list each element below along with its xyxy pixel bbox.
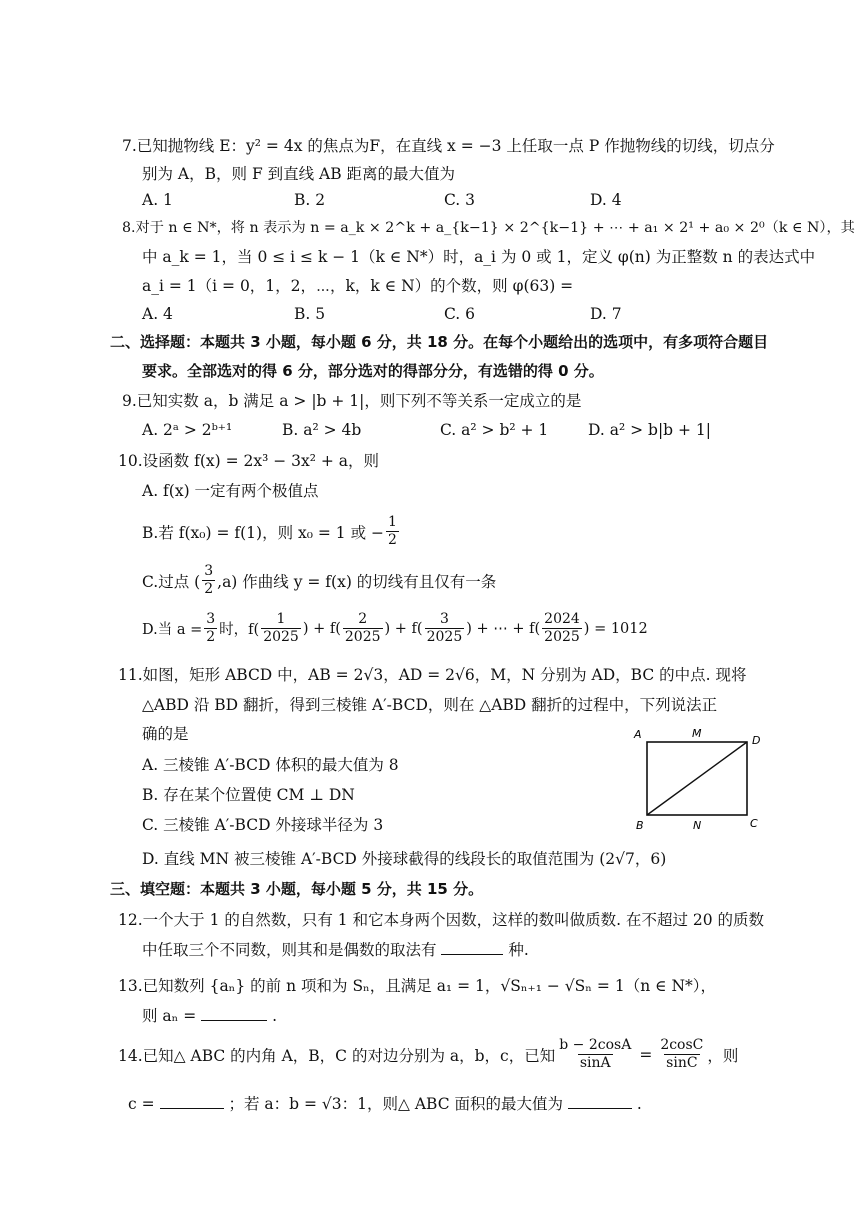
q10-option-c-text: C.过点 (: [142, 572, 201, 591]
section2-heading-line2: 要求。全部选对的得 6 分，部分选对的得部分分，有选错的得 0 分。: [142, 362, 604, 380]
q10-option-d: [142, 611, 648, 646]
diagonal-bd: [647, 742, 747, 815]
q11-stem-line1: 11.如图，矩形 ABCD 中，AB = 2√3，AD = 2√6，M，N 分别为 AD，BC 的中点. 现将: [118, 666, 747, 684]
q10-option-d-fraction-1: [261, 611, 301, 646]
q10-option-d-text: ) + f(: [302, 620, 341, 637]
fraction-denominator: 2025: [426, 629, 463, 645]
fraction-denominator: sinC: [666, 1055, 698, 1071]
q10-option-b-text: B.若 f(x₀) = f(1)，则 x₀ = 1 或 −: [142, 523, 384, 542]
q11-option-a: A. 三棱锥 A′-BCD 体积的最大值为 8: [142, 756, 399, 774]
q10-option-d-text: 时，f(: [219, 622, 260, 638]
q10-option-d-text: D.当 a =: [142, 622, 203, 638]
fraction-denominator: 2025: [263, 629, 299, 645]
q8-option-b: B. 5: [294, 305, 326, 323]
q12-text-end: 种.: [508, 941, 529, 959]
q7-option-b: B. 2: [294, 191, 326, 209]
fraction-numerator: 3: [204, 563, 214, 579]
q10-option-c: [142, 563, 496, 598]
q14-text-end: ，则: [707, 1046, 739, 1065]
fraction-numerator: b − 2cosA: [559, 1037, 632, 1053]
fraction-numerator: 2: [358, 611, 368, 627]
q7-stem-line2: 别为 A，B，则 F 到直线 AB 距离的最大值为: [142, 165, 456, 183]
q10-option-a: A. f(x) 一定有两个极值点: [142, 482, 319, 500]
q10-option-c-text-end: ,a) 作曲线 y = f(x) 的切线有且仅有一条: [217, 572, 497, 591]
q8-stem-line1: 8.对于 n ∈ N*，将 n 表示为 n = a_k × 2^k + a_{k−1} × 2^{k−1} + ⋯ + a₁ × 2¹ + a₀ × 2⁰（k ∈ N），其: [122, 220, 855, 236]
q14-text-end: .: [636, 1095, 642, 1113]
q9-option-b: B. a² > 4b: [282, 421, 362, 439]
fraction-numerator: 2024: [544, 611, 580, 627]
q10-option-d-fraction-a: [204, 611, 217, 646]
q8-option-a: A. 4: [142, 305, 173, 323]
q7-option-d: D. 4: [590, 191, 622, 209]
label-n: N: [693, 819, 702, 832]
q11-option-c: C. 三棱锥 A′-BCD 外接球半径为 3: [142, 816, 384, 834]
q14-fraction-left: [557, 1037, 633, 1072]
q7-stem-line1: 7.已知抛物线 E：y² = 4x 的焦点为F，在直线 x = −3 上任取一点 P 作抛物线的切线，切点分: [122, 137, 775, 155]
fraction-numerator: 3: [206, 611, 216, 627]
q10-stem: 10.设函数 f(x) = 2x³ − 3x² + a，则: [118, 452, 380, 470]
fraction-numerator: 1: [276, 611, 286, 627]
q14-text: 14.已知△ ABC 的内角 A，B，C 的对边分别为 a，b，c，已知: [118, 1046, 556, 1065]
answer-blank[interactable]: [160, 1094, 224, 1109]
q8-stem-line3: a_i = 1（i = 0，1，2，⋯，k，k ∈ N）的个数，则 φ(63) =: [142, 277, 574, 295]
q14-fraction-right: [658, 1037, 705, 1072]
rectangle-figure: [630, 725, 770, 837]
q13-text: 则 aₙ =: [142, 1007, 197, 1025]
label-c: C: [750, 817, 758, 830]
fraction-numerator: 3: [439, 611, 449, 627]
answer-blank[interactable]: [201, 1006, 267, 1021]
q8-stem-line2: 中 a_k = 1，当 0 ≤ i ≤ k − 1（k ∈ N*）时，a_i 为 0 或 1，定义 φ(n) 为正整数 n 的表达式中: [142, 248, 816, 266]
q10-option-b-fraction: [386, 514, 399, 549]
label-b: B: [636, 819, 644, 832]
q10-option-b: [142, 514, 401, 549]
answer-blank[interactable]: [441, 940, 503, 955]
q12-text: 中任取三个不同数，则其和是偶数的取法有: [142, 941, 437, 959]
q10-option-c-fraction: [202, 563, 215, 598]
fraction-denominator: 2025: [544, 629, 580, 645]
q7-option-c: C. 3: [444, 191, 476, 209]
q8-option-c: C. 6: [444, 305, 476, 323]
q8-option-d: D. 7: [590, 305, 622, 323]
q13-line2: [142, 1005, 277, 1027]
section3-heading: 三、填空题：本题共 3 小题，每小题 5 分，共 15 分。: [110, 880, 484, 898]
q14-line1: [118, 1037, 738, 1072]
q12-line1: 12.一个大于 1 的自然数，只有 1 和它本身两个因数，这样的数叫做质数. 在不超过 20 的质数: [118, 911, 765, 929]
q13-line1: 13.已知数列 {aₙ} 的前 n 项和为 Sₙ，且满足 a₁ = 1，√Sₙ₊₁ − √Sₙ = 1（n ∈ N*），: [118, 977, 717, 995]
q12-line2: [142, 939, 529, 961]
q13-text-end: .: [272, 1007, 278, 1025]
fraction-numerator: 1: [388, 514, 397, 530]
q10-option-d-text: ) = 1012: [583, 620, 648, 637]
q7-option-a: A. 1: [142, 191, 173, 209]
fraction-numerator: 2cosC: [660, 1037, 704, 1053]
label-a: A: [634, 728, 642, 741]
q14-equals: =: [639, 1045, 653, 1064]
q14-line2: [128, 1093, 642, 1115]
q9-option-c: C. a² > b² + 1: [440, 421, 549, 439]
answer-blank[interactable]: [568, 1094, 632, 1109]
q10-option-d-fraction-2: [343, 611, 383, 646]
q10-option-d-fraction-3: [425, 611, 465, 646]
q11-option-b: B. 存在某个位置使 CM ⊥ DN: [142, 786, 355, 804]
fraction-denominator: 2: [388, 532, 397, 548]
fraction-denominator: 2025: [344, 629, 381, 645]
label-m: M: [692, 727, 702, 740]
q9-stem: 9.已知实数 a，b 满足 a > |b + 1|，则下列不等关系一定成立的是: [122, 392, 582, 410]
q11-stem-line2: △ABD 沿 BD 翻折，得到三棱锥 A′-BCD，则在 △ABD 翻折的过程中，下列说法正: [142, 696, 718, 714]
fraction-denominator: 2: [206, 629, 216, 645]
q11-stem-line3: 确的是: [142, 725, 189, 743]
q10-option-d-text: ) + ⋯ + f(: [466, 620, 541, 637]
q10-option-d-fraction-4: [542, 611, 582, 646]
fraction-denominator: 2: [204, 581, 214, 597]
label-d: D: [752, 734, 761, 747]
q10-option-d-text: ) + f(: [384, 620, 423, 637]
q14-text: ；若 a：b = √3：1，则△ ABC 面积的最大值为: [228, 1095, 564, 1113]
q11-option-d: D. 直线 MN 被三棱锥 A′-BCD 外接球截得的线段长的取值范围为 (2√7，6): [142, 850, 667, 868]
fraction-denominator: sinA: [579, 1055, 611, 1071]
q14-c-label: c =: [128, 1095, 155, 1113]
q9-option-a: A. 2ᵃ > 2ᵇ⁺¹: [142, 421, 233, 439]
section2-heading-line1: 二、选择题：本题共 3 小题，每小题 6 分，共 18 分。在每个小题给出的选项中，有多项符合题目: [110, 333, 769, 351]
q9-option-d: D. a² > b|b + 1|: [588, 421, 712, 439]
